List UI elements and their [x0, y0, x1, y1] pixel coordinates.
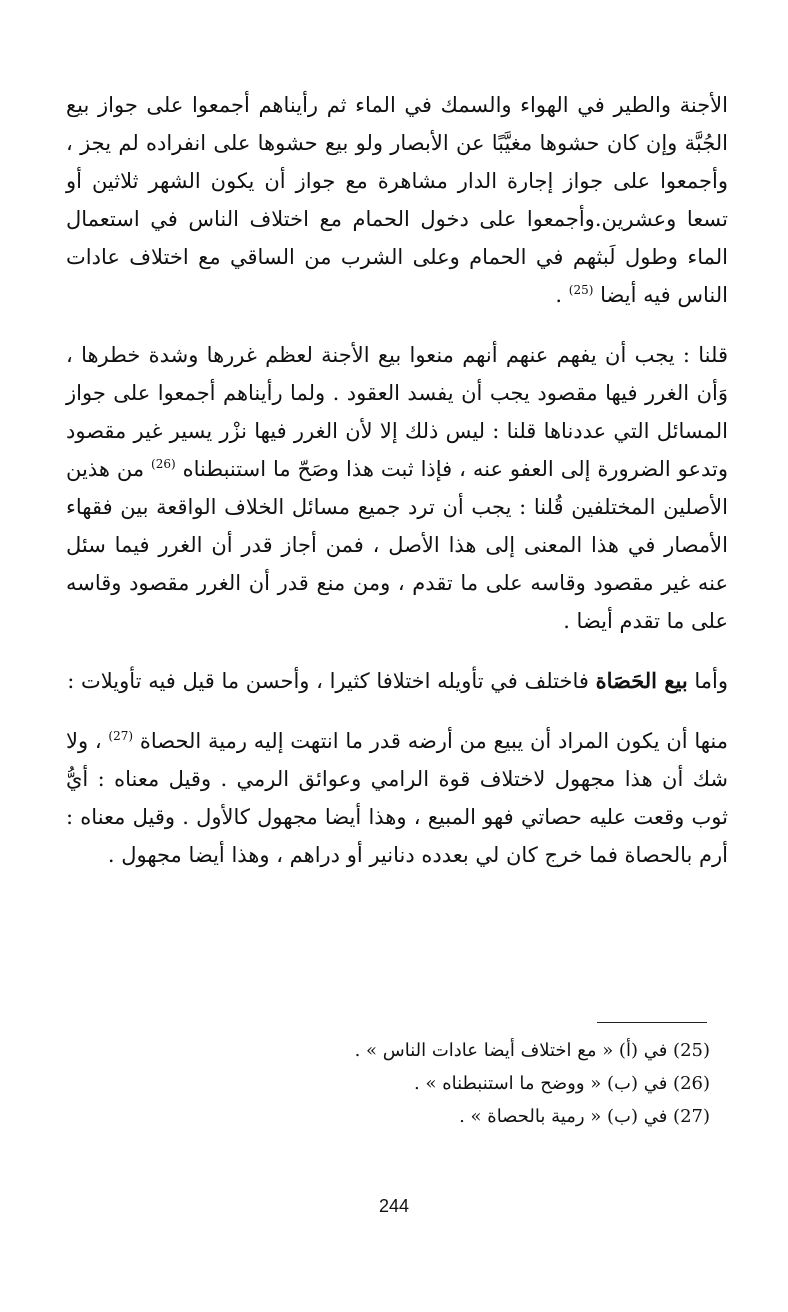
- paragraph-4: [66, 722, 728, 874]
- page-number: 244: [378, 1196, 410, 1216]
- footnote-ref: (26): [151, 457, 176, 471]
- paragraph-text: قلنا : يجب أن يفهم عنهم أنهم منعوا بيع الأجنة لعظم غررها وشدة خطرها ، وَأن الغرر فيها مقصود يجب أن يفسد العقود . ولما رأيناهم أجمعوا على جواز المسائل التي عددناها قلنا : ليس ذلك إلا لأن الغرر فيها نزْر يسير غير مقصود وتدعو الضرورة إلى العفو عنه ، فإذا ثبت هذا وصَحّ ما استنبطناه: [66, 343, 728, 481]
- footnote-ref: (25): [568, 283, 594, 297]
- bold-term: بيع الحَصَاة: [595, 668, 688, 693]
- paragraph-text: من هذين الأصلين المختلفين قُلنا : يجب أن ترد جميع مسائل الخلاف الواقعة بين فقهاء الأمصار في هذا المعنى إلى هذا الأصل ، فمن أجاز قدر أن الغرر فيما سئل عنه غير مقصود وقاسه على ما تقدم ، ومن منع قدر أن الغرر مقصود وقاسه على ما تقدم أيضا .: [66, 457, 728, 633]
- paragraph-2: [66, 336, 728, 640]
- footnote-divider: [597, 1022, 707, 1023]
- footnote-27: (27) في (ب) « رمية بالحصاة » .: [459, 1106, 710, 1127]
- footnote-25: (25) في (أ) « مع اختلاف أيضا عادات الناس » .: [354, 1040, 710, 1061]
- footnotes: [120, 1034, 710, 1133]
- paragraph-text: ، ولا شك أن هذا مجهول لاختلاف قوة الرامي وعوائق الرمي . وقيل معناه : أيُّ ثوب وقعت عليه حصاتي فهو المبيع ، وهذا أيضا مجهول كالأول . وقيل معناه : أرم بالحصاة فما خرج كان لي بعدده دنانير أو دراهم ، وهذا أيضا مجهول .: [66, 729, 728, 867]
- paragraph-text: فاختلف في تأويله اختلافا كثيرا ، وأحسن ما قيل فيه تأويلات :: [67, 669, 596, 693]
- paragraph-text: .: [555, 283, 569, 307]
- paragraph-1: [66, 86, 728, 314]
- paragraph-text: الأجنة والطير في الهواء والسمك في الماء ثم رأيناهم أجمعوا على جواز بيع الجُبَّة وإن كان حشوها مغيَّبًا عن الأبصار ولو بيع حشوها على انفراده لم يجز ، وأجمعوا على جواز إجارة الدار مشاهرة مع جواز أن يكون الشهر ثلاثين أو تسعا وعشرين.وأجمعوا على دخول الحمام مع اختلاف الناس في استعمال الماء وطول لَبثهم في الحمام وعلى الشرب من الساقي مع اختلاف عادات الناس فيه أيضا: [66, 93, 728, 307]
- footnote-ref: (27): [108, 729, 134, 743]
- paragraph-text: وأما: [687, 669, 728, 693]
- main-text: [66, 86, 728, 896]
- paragraph-3: [66, 662, 728, 700]
- paragraph-text: منها أن يكون المراد أن يبيع من أرضه قدر ما انتهت إليه رمية الحصاة: [139, 729, 728, 753]
- footnote-26: (26) في (ب) « ووضح ما استنبطناه » .: [414, 1073, 710, 1094]
